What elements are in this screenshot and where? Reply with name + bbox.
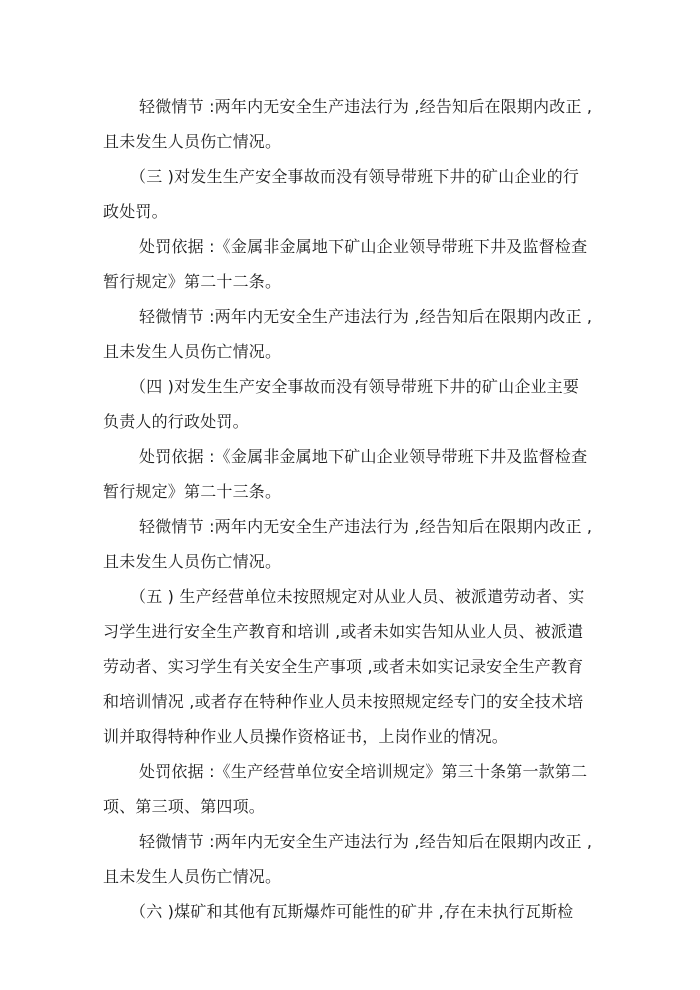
text-line: 且未发生人员伤亡情况。 bbox=[103, 552, 282, 571]
text-line: 暂行规定》第二十三条。 bbox=[103, 482, 282, 501]
text-line: 轻微情节 :两年内无安全生产违法行为 ,经告知后在限期内改正 , bbox=[139, 832, 593, 851]
text-line: 暂行规定》第二十二条。 bbox=[103, 272, 282, 291]
text-line: 处罚依据 :《生产经营单位安全培训规定》第三十条第一款第二 bbox=[139, 762, 588, 781]
text-line: 负责人的行政处罚。 bbox=[103, 412, 249, 431]
text-line: 处罚依据 :《金属非金属地下矿山企业领导带班下井及监督检查 bbox=[139, 237, 588, 256]
section-heading: （三 )对发生生产安全事故而没有领导带班下井的矿山企业的行 bbox=[130, 167, 580, 186]
text-line: 习学生进行安全生产教育和培训 ,或者未如实告知从业人员、被派遣 bbox=[103, 622, 584, 641]
text-line: 且未发生人员伤亡情况。 bbox=[103, 132, 282, 151]
text-line: 且未发生人员伤亡情况。 bbox=[103, 342, 282, 361]
text-line: 处罚依据 :《金属非金属地下矿山企业领导带班下井及监督检查 bbox=[139, 447, 588, 466]
section-heading: （六 )煤矿和其他有瓦斯爆炸可能性的矿井 ,存在未执行瓦斯检 bbox=[130, 902, 574, 921]
text-line: 训并取得特种作业人员操作资格证书，上岗作业的情况。 bbox=[103, 727, 509, 746]
section-heading: （五 ) 生产经营单位未按照规定对从业人员、被派遣劳动者、实 bbox=[130, 587, 585, 606]
text-line: 和培训情况 ,或者存在特种作业人员未按照规定经专门的安全技术培 bbox=[103, 692, 584, 711]
text-line: 项、第三项、第四项。 bbox=[103, 797, 266, 816]
text-line: 轻微情节 :两年内无安全生产违法行为 ,经告知后在限期内改正 , bbox=[139, 517, 593, 536]
text-line: 政处罚。 bbox=[103, 202, 168, 221]
text-line: 且未发生人员伤亡情况。 bbox=[103, 867, 282, 886]
text-line: 轻微情节 :两年内无安全生产违法行为 ,经告知后在限期内改正 , bbox=[139, 307, 593, 326]
section-heading: （四 )对发生生产安全事故而没有领导带班下井的矿山企业主要 bbox=[130, 377, 580, 396]
text-line: 轻微情节 :两年内无安全生产违法行为 ,经告知后在限期内改正 , bbox=[139, 97, 593, 116]
text-line: 劳动者、实习学生有关安全生产事项 ,或者未如实记录安全生产教育 bbox=[103, 657, 584, 676]
